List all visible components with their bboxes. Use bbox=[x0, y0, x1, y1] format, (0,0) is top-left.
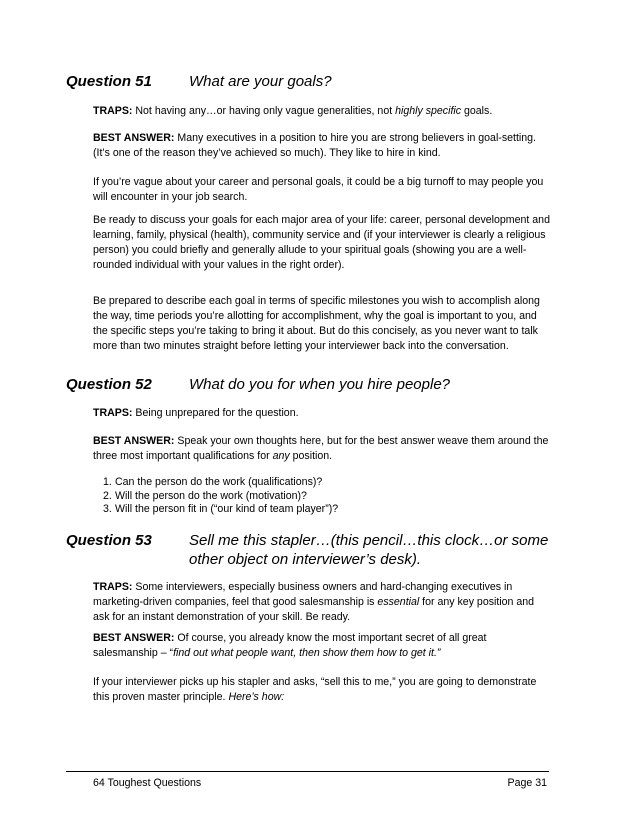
q52-best-answer bbox=[93, 434, 553, 464]
traps-text: Some interviewers, especially business owners and hard-changing executives in marketing-driven companies, feel that good salesmanship is bbox=[93, 581, 513, 608]
list-number: 1. bbox=[103, 476, 112, 488]
best-answer-emphasis: any bbox=[272, 450, 290, 462]
q52-traps bbox=[93, 406, 553, 421]
question-number: Question 53 bbox=[66, 532, 152, 549]
best-answer-label: BEST ANSWER: bbox=[93, 632, 175, 644]
traps-text: Being unprepared for the question. bbox=[135, 407, 299, 419]
traps-label: TRAPS: bbox=[93, 407, 133, 419]
traps-emphasis: essential bbox=[377, 596, 420, 608]
traps-label: TRAPS: bbox=[93, 105, 133, 117]
best-answer-text: Of course, you already know the most important secret of all great salesmanship – “ bbox=[93, 632, 487, 659]
traps-text-end: for any key position and ask for an instant demonstration of your skill. Be ready. bbox=[93, 596, 535, 623]
traps-text-end: goals. bbox=[461, 105, 493, 117]
list-item bbox=[93, 490, 553, 504]
qualifications-list bbox=[93, 476, 553, 517]
question-title: What are your goals? bbox=[189, 73, 332, 90]
q51-paragraph-4: Be ready to discuss your goals for each major area of your life: career, personal development and learning, family, physical (health), community service and (if your interviewer is clearly a religious person) you could briefly and generally allude to your spiritual goals (showing you are a well-rounded individual with your values in the right order). bbox=[93, 214, 550, 271]
q51-paragraph-3: If you’re vague about your career and personal goals, it could be a big turnoff to may people you will encounter in your job search. bbox=[93, 176, 544, 203]
q53-best-answer bbox=[93, 631, 553, 661]
question-number: Question 52 bbox=[66, 376, 152, 393]
paragraph-emphasis: Here’s how: bbox=[228, 691, 285, 703]
footer-divider bbox=[66, 771, 549, 772]
paragraph-text: If your interviewer picks up his stapler and asks, “sell this to me,” you are going to demonstrate this proven master principle. bbox=[93, 676, 537, 703]
footer-book-title: 64 Toughest Questions bbox=[93, 777, 202, 789]
list-text: Can the person do the work (qualifications)? bbox=[115, 476, 323, 488]
traps-emphasis: highly specific bbox=[395, 105, 462, 117]
question-title: What do you for when you hire people? bbox=[189, 376, 450, 393]
best-answer-label: BEST ANSWER: bbox=[93, 132, 175, 144]
question-number: Question 51 bbox=[66, 73, 152, 90]
list-text: Will the person fit in (“our kind of team player”)? bbox=[115, 503, 339, 515]
q51-paragraph-5: Be prepared to describe each goal in terms of specific milestones you wish to accomplish along the way, time periods you’re allotting for accomplishment, why the goal is important to you, and the specific steps you’re taking to bring it about. But do this concisely, as you never want to talk more than two minutes straight before letting your interviewer back into the conversation. bbox=[93, 295, 540, 352]
q53-traps bbox=[93, 580, 553, 625]
best-answer-text: Speak your own thoughts here, but for the best answer weave them around the three most important qualifications for bbox=[93, 435, 549, 462]
list-item bbox=[93, 476, 553, 490]
q53-paragraph-3 bbox=[93, 675, 553, 705]
question-title: Sell me this stapler…(this pencil…this clock…or some other object on interviewer’s desk). bbox=[189, 532, 549, 568]
list-text: Will the person do the work (motivation)? bbox=[115, 489, 307, 502]
best-answer-text: Many executives in a position to hire you are strong believers in goal-setting. (It’s one of the reason they’ve achieved so much). They like to hire in kind. bbox=[93, 132, 536, 159]
q51-traps bbox=[93, 104, 553, 119]
list-number: 2. bbox=[103, 489, 112, 502]
list-number: 3. bbox=[103, 503, 112, 515]
best-answer-text-end: position. bbox=[289, 450, 333, 462]
list-item bbox=[93, 503, 553, 517]
q51-best-answer bbox=[93, 131, 553, 161]
traps-text: Not having any…or having only vague generalities, not bbox=[135, 105, 396, 117]
traps-label: TRAPS: bbox=[93, 581, 133, 593]
footer-page-number: Page 31 bbox=[507, 777, 547, 789]
best-answer-emphasis: find out what people want, then show them how to get it.” bbox=[173, 647, 441, 659]
best-answer-label: BEST ANSWER: bbox=[93, 435, 175, 447]
